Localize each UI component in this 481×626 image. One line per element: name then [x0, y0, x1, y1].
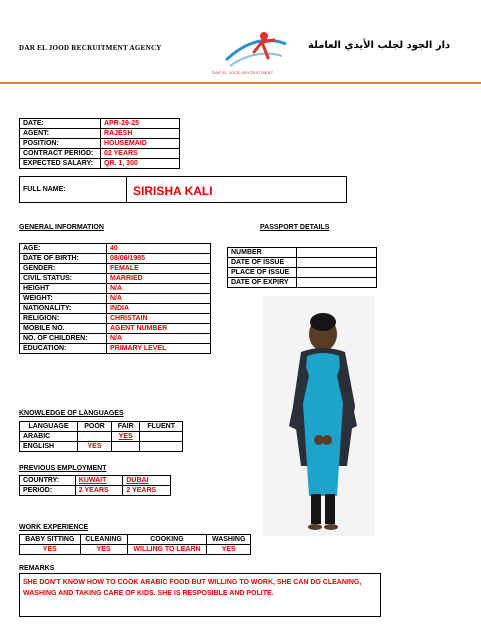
- passport-value: [297, 258, 377, 268]
- language-header: POOR: [78, 422, 112, 432]
- general-label: AGE:: [20, 244, 107, 254]
- table-row: [20, 545, 251, 555]
- table-row: [20, 284, 211, 294]
- agency-name-english: DAR EL JOOD RECRUITMENT AGENCY: [19, 44, 162, 52]
- general-label: CIVIL STATUS:: [20, 274, 107, 284]
- full-name-value: SIRISHA KALI: [133, 184, 213, 198]
- general-value: MARRIED: [107, 274, 211, 284]
- table-row: [20, 274, 211, 284]
- general-value: N/A: [107, 284, 211, 294]
- employment-table: [19, 475, 171, 496]
- table-row: [20, 442, 183, 452]
- table-row: [20, 486, 171, 496]
- employment-country: DUBAI: [123, 476, 171, 486]
- general-value: 08/06/1985: [107, 254, 211, 264]
- summary-value: RAJESH: [101, 129, 180, 139]
- header-divider: [0, 82, 481, 84]
- table-row: [228, 258, 377, 268]
- remarks-text: SHE DON'T KNOW HOW TO COOK ARABIC FOOD BUT WILLING TO WORK, SHE CAN DO CLEANING, WASHING AND TAKING CARE OF KIDS. SHE IS RESPOSIBLE AND POLITE.: [23, 579, 362, 597]
- employment-period-label: PERIOD:: [20, 486, 76, 496]
- language-header: FAIR: [112, 422, 140, 432]
- table-row: [20, 314, 211, 324]
- table-row: [20, 119, 180, 129]
- language-cell: YES: [112, 432, 140, 442]
- general-info-title: GENERAL INFORMATION: [19, 224, 104, 231]
- work-header: BABY SITTING: [20, 535, 81, 545]
- language-header: LANGUAGE: [20, 422, 78, 432]
- language-cell: YES: [78, 442, 112, 452]
- table-row: [20, 159, 180, 169]
- table-row: [228, 248, 377, 258]
- table-row: [20, 254, 211, 264]
- table-row: [20, 476, 171, 486]
- language-cell: ARABIC: [20, 432, 78, 442]
- table-row: [20, 432, 183, 442]
- summary-value: 02 YEARS: [101, 149, 180, 159]
- work-value: WILLING TO LEARN: [127, 545, 207, 555]
- passport-label: DATE OF ISSUE: [228, 258, 297, 268]
- agency-name-arabic: دار الجود لجلب الأيدي العاملة: [308, 40, 451, 51]
- table-row: [20, 422, 183, 432]
- table-row: [20, 535, 251, 545]
- general-label: EDUCATION:: [20, 344, 107, 354]
- agency-logo: [216, 26, 296, 76]
- general-value: N/A: [107, 294, 211, 304]
- table-row: [20, 244, 211, 254]
- language-header: FLUENT: [140, 422, 183, 432]
- employment-period: 2 YEARS: [123, 486, 171, 496]
- passport-label: DATE OF EXPIRY: [228, 278, 297, 288]
- passport-table: [227, 247, 377, 288]
- general-value: 40: [107, 244, 211, 254]
- passport-value: [297, 278, 377, 288]
- languages-table: [19, 421, 183, 452]
- table-row: [20, 264, 211, 274]
- languages-title: KNOWLEDGE OF LANGUAGES: [19, 410, 124, 417]
- passport-label: PLACE OF ISSUE: [228, 268, 297, 278]
- table-row: [20, 139, 180, 149]
- work-table: [19, 534, 251, 555]
- work-title: WORK EXPERIENCE: [19, 524, 89, 531]
- summary-label: EXPECTED SALARY:: [20, 159, 101, 169]
- work-header: WASHING: [207, 535, 251, 545]
- general-value: PRIMARY LEVEL: [107, 344, 211, 354]
- employment-period: 2 YEARS: [75, 486, 123, 496]
- remarks-title: REMARKS: [19, 565, 55, 572]
- table-row: [20, 149, 180, 159]
- language-cell: [78, 432, 112, 442]
- general-value: CHRISTAIN: [107, 314, 211, 324]
- general-value: INDIA: [107, 304, 211, 314]
- employment-country: KUWAIT: [75, 476, 123, 486]
- passport-value: [297, 268, 377, 278]
- full-name-box: [19, 176, 347, 203]
- summary-value: HOUSEMAID: [101, 139, 180, 149]
- employment-country-label: COUNTRY:: [20, 476, 76, 486]
- summary-label: CONTRACT PERIOD:: [20, 149, 101, 159]
- general-label: NO. OF CHILDREN:: [20, 334, 107, 344]
- general-label: HEIGHT: [20, 284, 107, 294]
- passport-value: [297, 248, 377, 258]
- summary-value: QR. 1, 300: [101, 159, 180, 169]
- table-row: [20, 294, 211, 304]
- language-cell: [140, 442, 183, 452]
- work-header: CLEANING: [80, 535, 127, 545]
- passport-label: NUMBER: [228, 248, 297, 258]
- summary-label: AGENT:: [20, 129, 101, 139]
- work-value: YES: [20, 545, 81, 555]
- general-label: MOBILE NO.: [20, 324, 107, 334]
- work-value: YES: [207, 545, 251, 555]
- table-row: [228, 278, 377, 288]
- general-label: WEIGHT:: [20, 294, 107, 304]
- table-row: [20, 334, 211, 344]
- summary-label: DATE:: [20, 119, 101, 129]
- summary-value: APR-29-25: [101, 119, 180, 129]
- table-row: [20, 129, 180, 139]
- table-row: [228, 268, 377, 278]
- language-cell: [112, 442, 140, 452]
- general-label: NATIONALITY:: [20, 304, 107, 314]
- full-name-divider: [126, 177, 127, 202]
- general-value: FEMALE: [107, 264, 211, 274]
- general-label: GENDER:: [20, 264, 107, 274]
- summary-table: [19, 118, 180, 169]
- summary-label: POSITION:: [20, 139, 101, 149]
- table-row: [20, 344, 211, 354]
- general-value: N/A: [107, 334, 211, 344]
- general-label: DATE OF BIRTH:: [20, 254, 107, 264]
- language-cell: ENGLISH: [20, 442, 78, 452]
- work-header: COOKING: [127, 535, 207, 545]
- passport-title: PASSPORT DETAILS: [260, 224, 330, 231]
- candidate-photo: [263, 296, 375, 536]
- general-info-table: [19, 243, 211, 354]
- language-cell: [140, 432, 183, 442]
- work-value: YES: [80, 545, 127, 555]
- remarks-box: [19, 573, 381, 617]
- full-name-label: FULL NAME:: [23, 186, 66, 193]
- employment-title: PREVIOUS EMPLOYMENT: [19, 465, 107, 472]
- general-label: RELIGION:: [20, 314, 107, 324]
- logo-subtitle: DAR EL JOOD RECRUITMENT: [212, 70, 274, 75]
- general-value: AGENT NUMBER: [107, 324, 211, 334]
- table-row: [20, 324, 211, 334]
- table-row: [20, 304, 211, 314]
